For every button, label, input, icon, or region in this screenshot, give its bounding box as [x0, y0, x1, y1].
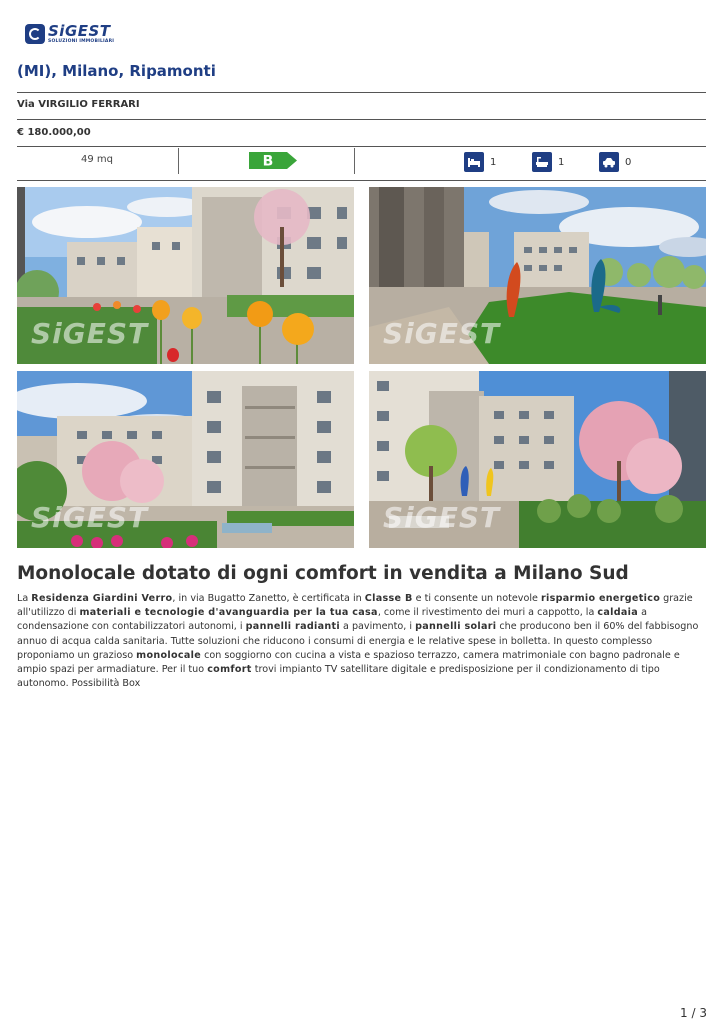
specs-row — [17, 148, 706, 176]
description-run: con soggiorno con cucina a vista e spazioso terrazzo, camera matrimoniale con bagno padronale e ampio spazi per armadiature. Per il tuo — [17, 649, 680, 676]
bedrooms-feature — [464, 152, 496, 172]
listing-price: € 180.000,00 — [17, 127, 91, 138]
logo-mark-icon — [25, 24, 45, 44]
description-highlight: materiali e tecnologie d'avanguardia per la tua casa — [79, 607, 378, 619]
description-heading: Monolocale dotato di ogni comfort in vendita a Milano Sud — [17, 563, 629, 584]
description-run: grazie all'utilizzo di — [17, 593, 693, 619]
description-highlight: caldaia — [597, 607, 639, 619]
bed-icon — [464, 152, 484, 172]
parking-count: 0 — [625, 156, 632, 168]
property-photo — [17, 371, 354, 548]
divider — [17, 92, 706, 93]
description-highlight: risparmio energetico — [540, 593, 661, 604]
photo-watermark: SiGEST — [31, 317, 149, 350]
parking-feature — [599, 152, 631, 172]
divider — [17, 180, 706, 181]
logo-tagline: SOLUZIONI IMMOBILIARI — [48, 39, 115, 44]
description-highlight: comfort — [207, 664, 252, 676]
bathrooms-feature — [532, 152, 564, 172]
property-photo — [17, 187, 354, 364]
property-photo — [369, 187, 706, 364]
property-photo — [369, 371, 706, 548]
description-run: che producono ben il 60% del fabbisogno annuo di acqua calda sanitaria. Tutte soluzioni che riducono i consumi di energia e le relative spese in bolletta. In questo complesso proponiamo un grazioso — [17, 621, 699, 661]
description-run: , come il rivestimento dei muri a cappotto, la — [377, 607, 598, 619]
description-highlight: monolocale — [136, 649, 202, 661]
description-run: e ti consente un notevole — [412, 593, 541, 604]
page-number: 1 / 3 — [680, 1006, 707, 1020]
bathrooms-count: 1 — [558, 156, 565, 168]
bedrooms-count: 1 — [490, 156, 497, 168]
listing-street: Via VIRGILIO FERRARI — [17, 99, 140, 110]
divider — [17, 119, 706, 120]
description-run: , in via Bugatto Zanetto, è certificata in — [172, 593, 365, 604]
energy-class-badge — [249, 152, 297, 169]
photo-watermark: SiGEST — [383, 317, 501, 350]
energy-class-label: B — [262, 153, 274, 169]
divider — [178, 148, 179, 174]
description-run: La — [17, 593, 32, 604]
description-highlight: Residenza Giardini Verro — [31, 593, 173, 604]
description-highlight: pannelli solari — [415, 621, 497, 633]
area-value: 49 mq — [81, 154, 113, 165]
description-run: trovi impianto TV satellitare digitale e predisposizione per il condizionamento di tipo autonomo. Possibilità Box — [17, 664, 660, 690]
photo-watermark: SiGEST — [31, 501, 149, 534]
logo-name: SiGEST — [48, 22, 111, 40]
divider — [17, 146, 706, 147]
description-highlight: Classe B — [364, 593, 413, 604]
divider — [354, 148, 355, 174]
description-run: a condensazione con contabilizzatori autonomi, i — [17, 607, 647, 633]
bathtub-icon — [532, 152, 552, 172]
description-text — [17, 592, 707, 691]
listing-title: (MI), Milano, Ripamonti — [17, 62, 216, 80]
car-icon — [599, 152, 619, 172]
description-run: a pavimento, i — [339, 621, 416, 633]
photo-watermark: SiGEST — [383, 501, 501, 534]
description-highlight: pannelli radianti — [245, 621, 340, 633]
company-logo — [25, 24, 114, 45]
